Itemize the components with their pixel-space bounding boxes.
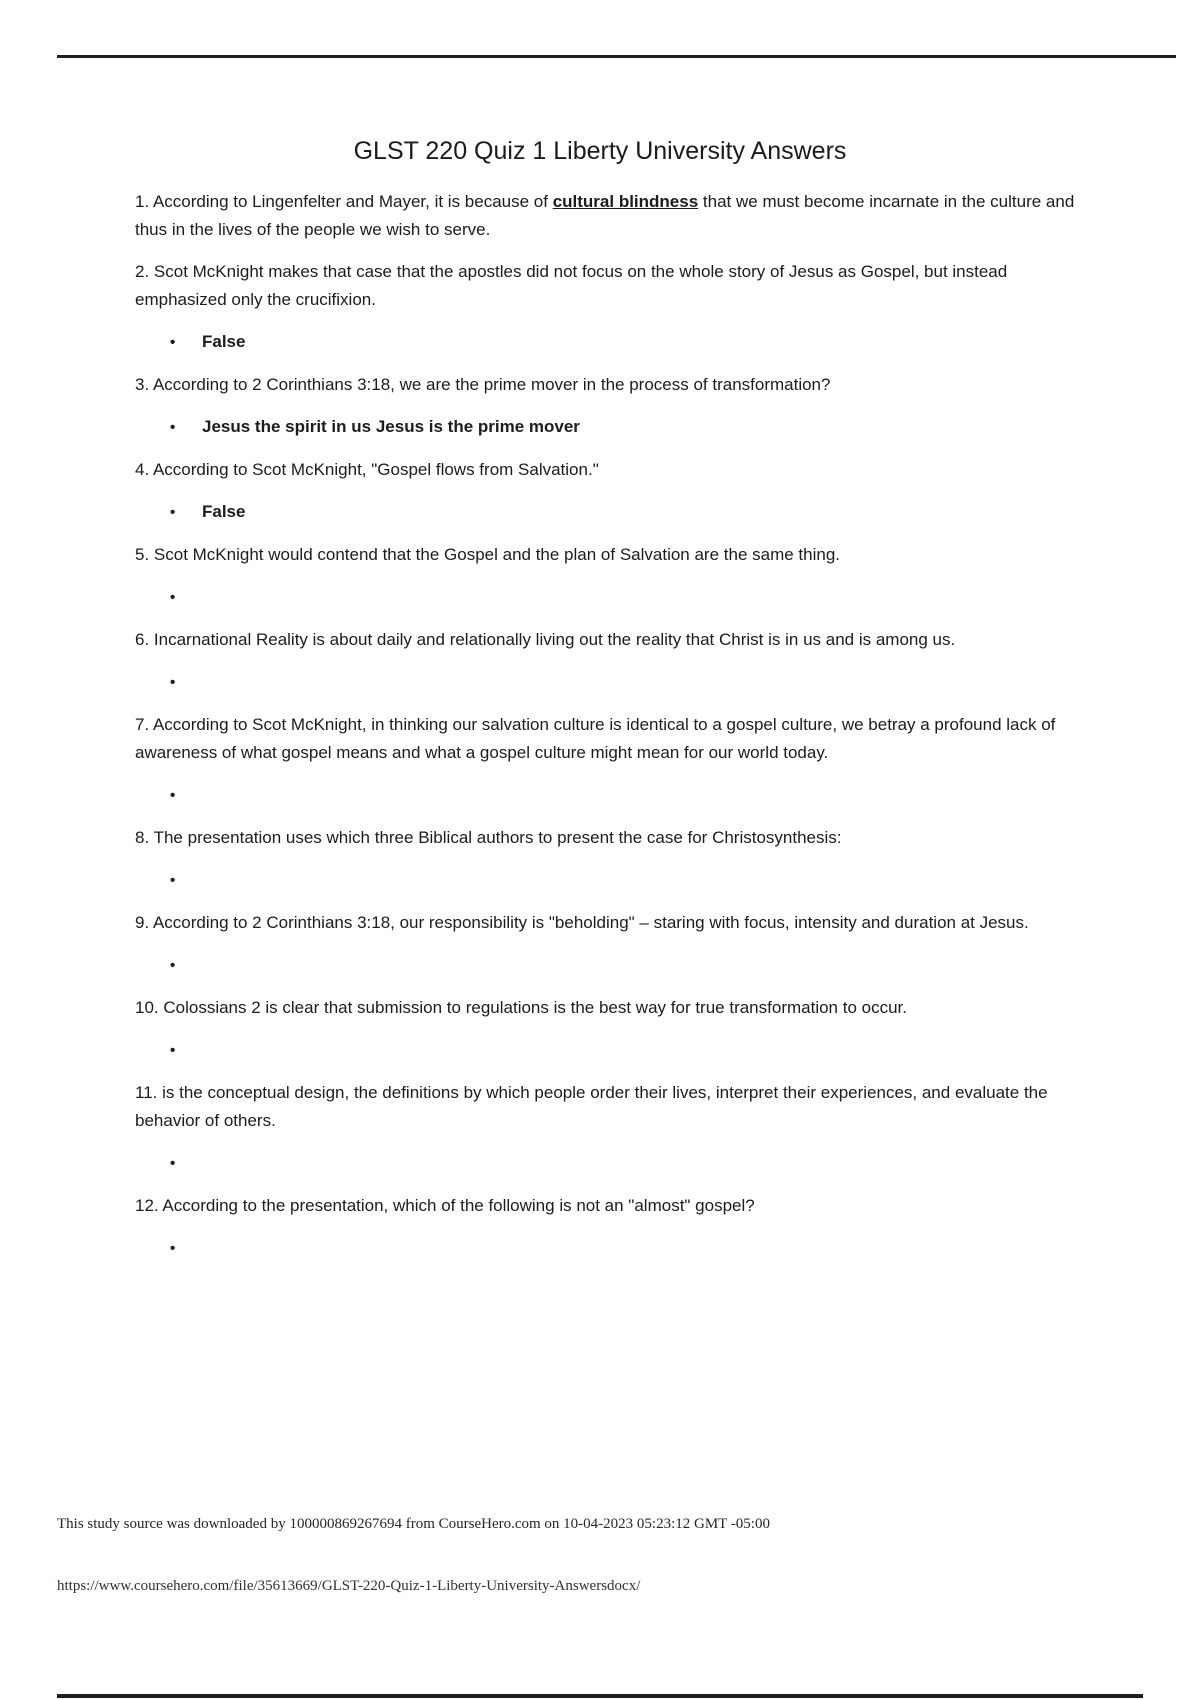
question-text: 8. The presentation uses which three Biblical authors to present the case for Christosynthesis:: [135, 828, 842, 847]
bullet-icon: •: [170, 787, 176, 804]
bullet-icon: •: [170, 589, 176, 606]
answer-text: Jesus the spirit in us Jesus is the prime mover: [202, 417, 580, 436]
question-2: [135, 258, 1103, 314]
answer-bullet-row: [135, 413, 1103, 442]
question-text: 9. According to 2 Corinthians 3:18, our responsibility is "beholding" – staring with focus, intensity and duration at Jesus.: [135, 913, 1029, 932]
bullet-icon: •: [170, 957, 176, 974]
answer-bullet-row: [135, 583, 1103, 612]
question-text: 10. Colossians 2 is clear that submission to regulations is the best way for true transformation to occur.: [135, 998, 907, 1017]
bullet-icon: •: [170, 1155, 176, 1172]
question-7: [135, 711, 1103, 767]
question-text: 2. Scot McKnight makes that case that the apostles did not focus on the whole story of Jesus as Gospel, but instead emphasized only the crucifixion.: [135, 262, 1008, 309]
answer-bullet-row: [135, 498, 1103, 527]
question-3: [135, 371, 1103, 399]
question-text: 4. According to Scot McKnight, "Gospel flows from Salvation.": [135, 460, 599, 479]
question-text: 3. According to 2 Corinthians 3:18, we are the prime mover in the process of transformation?: [135, 375, 831, 394]
question-text: 11. is the conceptual design, the definitions by which people order their lives, interpret their experiences, and evaluate the behavior of others.: [135, 1083, 1048, 1130]
page-bottom-rule: [57, 1694, 1143, 1698]
answer-bullet-row: [135, 328, 1103, 357]
question-text: 12. According to the presentation, which of the following is not an "almost" gospel?: [135, 1196, 755, 1215]
answer-bullet-row: [135, 1036, 1103, 1065]
source-url-link[interactable]: https://www.coursehero.com/file/35613669/GLST-220-Quiz-1-Liberty-University-Answersdocx/: [57, 1578, 641, 1594]
question-text: 7. According to Scot McKnight, in thinking our salvation culture is identical to a gospel culture, we betray a profound lack of awareness of what gospel means and what a gospel culture might mean for our world today.: [135, 715, 1056, 762]
question-11: [135, 1079, 1103, 1135]
questions-list: [135, 188, 1103, 1277]
question-text: that we must become incarnate in the culture and thus in the lives of the people we wish to serve.: [135, 192, 1075, 239]
question-text: 6. Incarnational Reality is about daily and relationally living out the reality that Christ is in us and is among us.: [135, 630, 956, 649]
question-5: [135, 541, 1103, 569]
answer-bullet-row: [135, 1149, 1103, 1178]
question-1: [135, 188, 1103, 244]
question-text: 1. According to Lingenfelter and Mayer, it is because of: [135, 192, 553, 211]
bullet-icon: •: [170, 419, 176, 436]
question-text: 5. Scot McKnight would contend that the Gospel and the plan of Salvation are the same thing.: [135, 545, 841, 564]
answer-bullet-row: [135, 866, 1103, 895]
emphasized-term: cultural blindness: [552, 192, 699, 211]
bullet-icon: •: [170, 1042, 176, 1059]
bullet-icon: •: [170, 504, 176, 521]
question-6: [135, 626, 1103, 654]
answer-bullet-row: [135, 668, 1103, 697]
question-12: [135, 1192, 1103, 1220]
answer-text: False: [202, 502, 246, 521]
bullet-icon: •: [170, 872, 176, 889]
question-8: [135, 824, 1103, 852]
answer-bullet-row: [135, 951, 1103, 980]
question-9: [135, 909, 1103, 937]
answer-text: False: [202, 332, 246, 351]
bullet-icon: •: [170, 334, 176, 351]
answer-bullet-row: [135, 1234, 1103, 1263]
page-title: GLST 220 Quiz 1 Liberty University Answers: [353, 137, 847, 165]
bullet-icon: •: [170, 1240, 176, 1257]
answer-bullet-row: [135, 781, 1103, 810]
download-note: This study source was downloaded by 100000869267694 from CourseHero.com on 10-04-2023 05:23:12 GMT -05:00: [57, 1516, 770, 1532]
question-4: [135, 456, 1103, 484]
page-top-rule: [57, 55, 1176, 58]
bullet-icon: •: [170, 674, 176, 691]
question-10: [135, 994, 1103, 1022]
